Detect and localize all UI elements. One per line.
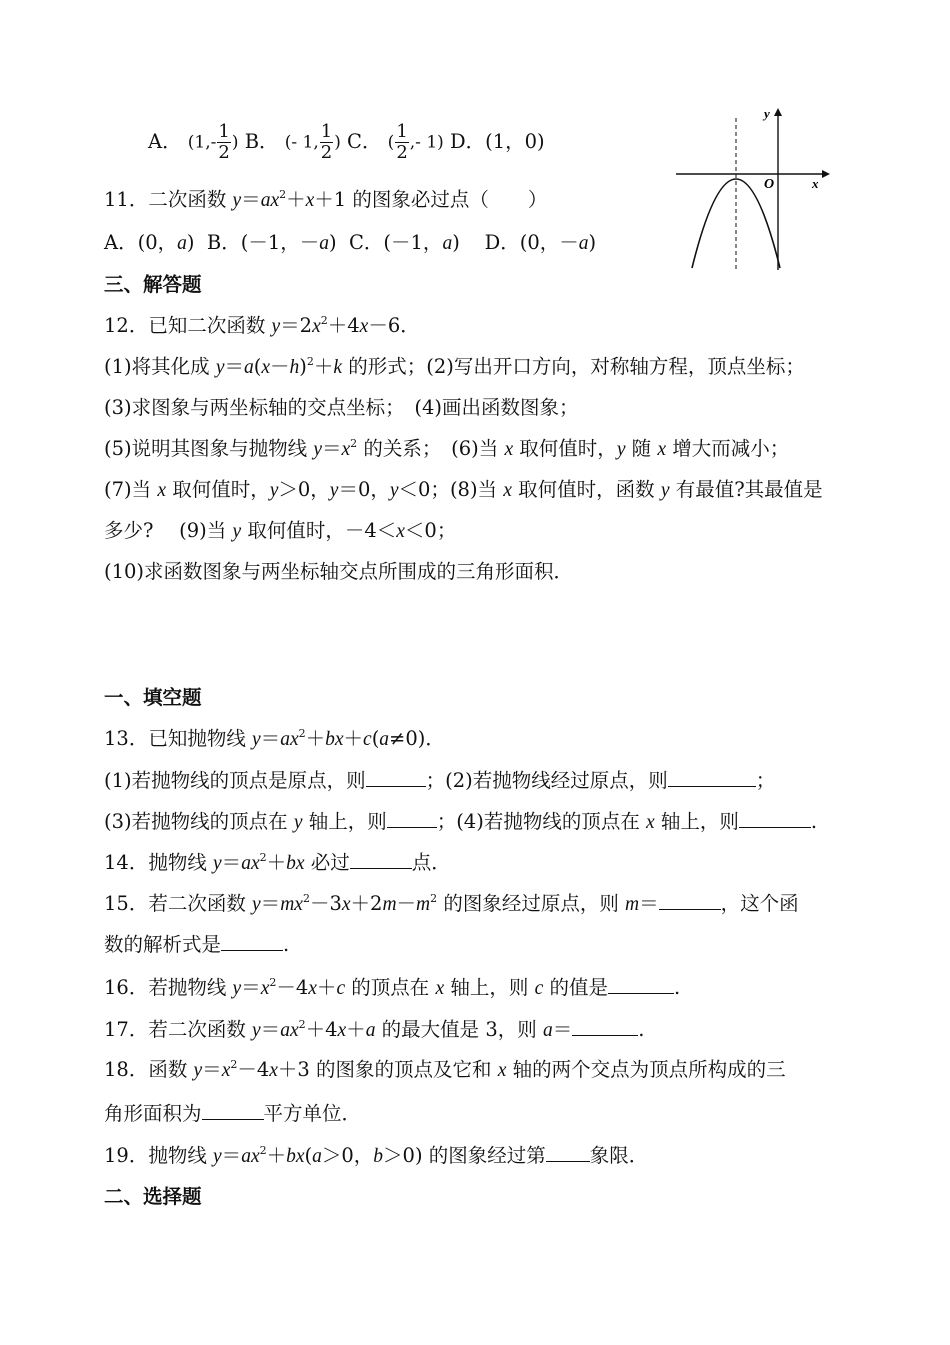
- q19-c: 象限．: [589, 1144, 649, 1167]
- x-axis-label: x: [812, 176, 819, 191]
- q18-e: 平方单位．: [263, 1102, 362, 1125]
- answer-blank[interactable]: [202, 1101, 264, 1120]
- answer-blank[interactable]: [546, 1143, 590, 1162]
- q12-p5b: 的关系； (6)当: [363, 437, 499, 460]
- y-axis-arrow: [774, 108, 782, 116]
- q11-option-b: B．(－1，－: [206, 231, 320, 254]
- q14-number: 14．抛物线: [104, 851, 214, 874]
- q12-p8d: 多少? (9)当: [104, 519, 227, 542]
- q15-number: 15．若二次函数: [104, 892, 253, 915]
- q12-part10: (10)求函数图象与两坐标轴交点所围成的三角形面积．: [104, 560, 574, 583]
- q16-b: 的顶点在: [351, 976, 430, 999]
- section-2-title: 二、选择题: [104, 1185, 202, 1208]
- q18-line1: 18．函数 $y=x^2-4x+3$ 的图象的顶点及它和 x 轴的两个交点为顶点所构成的三: [104, 1058, 786, 1081]
- q12-p5c: 取何值时，: [519, 437, 617, 460]
- q11-rest: 的图象必过点（ ）: [352, 188, 548, 211]
- q10-a-close: ): [231, 132, 239, 153]
- q11-number: 11．二次函数: [104, 188, 233, 211]
- q12-p1b: 的形式；(2)写出开口方向，对称轴方程，顶点坐标；: [348, 355, 805, 378]
- q16-number: 16．若抛物线: [104, 976, 233, 999]
- q14-c: 点．: [411, 851, 451, 874]
- x-axis-arrow: [822, 170, 830, 178]
- q15-d: 数的解析式是: [104, 933, 222, 956]
- answer-blank[interactable]: [350, 850, 412, 869]
- answer-blank[interactable]: [221, 932, 283, 951]
- math: x: [305, 190, 315, 211]
- q13-l2c: ；(4)若抛物线的顶点在: [436, 810, 640, 833]
- q18-b: 的图象的顶点及它和: [316, 1058, 492, 1081]
- q19: 19．抛物线 $y=ax^2+bx(a>0$，b＞0) 的图象经过第 象限．: [104, 1144, 649, 1167]
- q11-stem: 11．二次函数 $y=ax^2+x+1$ 的图象必过点（ ）: [104, 188, 548, 211]
- q12-p1: (1)将其化成: [104, 355, 216, 378]
- q10-option-c-label: C．: [347, 130, 382, 153]
- fraction-denominator: 2: [320, 142, 333, 163]
- fraction-numerator: 1: [396, 121, 408, 142]
- answer-blank[interactable]: [387, 809, 437, 828]
- q11-options: A．(0，a) B．(－1，－a) C．(－1，a) D．(0，－a): [104, 231, 597, 254]
- q17-number: 17．若二次函数: [104, 1018, 253, 1041]
- section-3-title: 三、解答题: [104, 273, 202, 296]
- q12-p8c: 有最值?其最值是: [675, 478, 823, 501]
- q12-p8: (8)当: [449, 478, 498, 501]
- math: ax: [260, 190, 280, 211]
- fraction-denominator: 2: [218, 142, 230, 163]
- q12-part3: (3)求图象与两坐标轴的交点坐标； (4)画出函数图象；: [104, 396, 579, 419]
- q10-option-d: D．(1，0): [449, 130, 545, 153]
- q10-c-fraction: [395, 122, 408, 163]
- q15-c: ，这个函: [720, 892, 799, 915]
- q18-c: 轴的两个交点为顶点所构成的三: [512, 1058, 786, 1081]
- q18-number: 18．函数: [104, 1058, 194, 1081]
- y-axis-label: y: [764, 106, 770, 121]
- parabola-graph: [672, 104, 832, 274]
- q10-options: [148, 122, 545, 170]
- q12-p5: (5)说明其图象与抛物线: [104, 437, 314, 460]
- q12-part9: 多少? (9)当 y 取何值时，－4＜x＜0；: [104, 519, 457, 542]
- section-1-title: 一、填空题: [104, 686, 202, 709]
- q12-p7b: 取何值时，: [172, 478, 270, 501]
- q12-part1: (1)将其化成 $y=a(x-h)^2+k$ 的形式；(2)写出开口方向，对称轴方程，顶点坐标；: [104, 355, 805, 378]
- q15-line2: 数的解析式是 .: [104, 933, 290, 956]
- q12-part7: (7)当 x 取何值时，y＞0，y＝0，y＜0；(8)当 x 取何值时，函数 y 有最值?其最值是: [104, 478, 823, 501]
- q11-option-c: C．(－1，: [349, 231, 443, 254]
- q13-stem: 13．已知抛物线 $y=ax^2+bx+c(a\ne 0)$．: [104, 727, 445, 750]
- q10-b-open: (- 1,: [284, 132, 319, 153]
- q10-a-open: (1,-: [187, 132, 217, 153]
- q18-line2: [104, 1101, 361, 1126]
- answer-blank[interactable]: [659, 891, 721, 910]
- q10-option-b-label: B．: [244, 130, 279, 153]
- q19-b: 的图象经过第: [428, 1144, 546, 1167]
- answer-blank[interactable]: [668, 768, 756, 787]
- math: y: [232, 190, 242, 211]
- q12-p9c: ＜0；: [404, 519, 457, 542]
- q14: 14．抛物线 $y=ax^2+bx$ 必过 点．: [104, 851, 451, 874]
- q11-option-d: D．(0，－: [484, 231, 579, 254]
- q13-line2: (3)若抛物线的顶点在 y 轴上，则 ；(4)若抛物线的顶点在 x 轴上，则 .: [104, 810, 818, 833]
- q13-l2b: 轴上，则: [308, 810, 387, 833]
- q13-l1a: (1)若抛物线的顶点是原点，则: [104, 769, 366, 792]
- q10-option-a-label: A．: [148, 130, 182, 153]
- q11-option-a: A．(0，: [104, 231, 178, 254]
- answer-blank[interactable]: [366, 768, 426, 787]
- q13-number: 13．已知抛物线: [104, 727, 253, 750]
- q12-p9b: 取何值时，－4＜: [247, 519, 397, 542]
- q14-b: 必过: [310, 851, 350, 874]
- q12-p5e: 增大而减小；: [672, 437, 790, 460]
- q15-b: 的图象经过原点，则: [443, 892, 626, 915]
- q12-number: 12．已知二次函数: [104, 314, 272, 337]
- q10-b-close: ): [334, 132, 341, 153]
- q12-p8b: 取何值时，函数: [518, 478, 655, 501]
- q19-number: 19．抛物线: [104, 1144, 214, 1167]
- q13-line1: (1)若抛物线的顶点是原点，则 ；(2)若抛物线经过原点，则 ；: [104, 769, 776, 792]
- q17: 17．若二次函数 $y=ax^2+4x+a$ 的最大值是 3，则 a＝ .: [104, 1018, 645, 1041]
- origin-label: O: [764, 177, 775, 192]
- q15-line1: 15．若二次函数 $y=mx^2-3x+2m-m^2$ 的图象经过原点，则 m＝ ，这个函: [104, 892, 799, 915]
- q12-part5: (5)说明其图象与抛物线 $y=x^2$ 的关系； (6)当 x 取何值时，y 随 x 增大而减小；: [104, 437, 790, 460]
- answer-blank[interactable]: [572, 1017, 638, 1036]
- fraction-numerator: 1: [218, 121, 230, 142]
- q10-c-close: ,- 1): [409, 132, 444, 153]
- answer-blank[interactable]: [739, 809, 811, 828]
- q13-l2a: (3)若抛物线的顶点在: [104, 810, 288, 833]
- q16-d: 的值是: [549, 976, 608, 999]
- q16-c: 轴上，则: [450, 976, 529, 999]
- q12-p5d: 随: [631, 437, 652, 460]
- q13-l2d: 轴上，则: [660, 810, 739, 833]
- q16: 16．若抛物线 $y=x^2-4x+c$ 的顶点在 x 轴上，则 c 的值是 .: [104, 976, 681, 999]
- q10-c-open: (: [387, 132, 395, 153]
- answer-blank[interactable]: [608, 975, 674, 994]
- q13-l1b: ；(2)若抛物线经过原点，则: [425, 769, 668, 792]
- fraction-denominator: 2: [396, 142, 408, 163]
- q12-p7: (7)当: [104, 478, 152, 501]
- q10-a-fraction: [217, 122, 230, 163]
- q17-b: 的最大值是 3，则: [381, 1018, 537, 1041]
- fraction-numerator: 1: [320, 121, 333, 142]
- q12-stem: 12．已知二次函数 $y=2x^2+4x-6$．: [104, 314, 420, 337]
- q18-d: 角形面积为: [104, 1102, 202, 1125]
- q10-b-fraction: [320, 122, 333, 163]
